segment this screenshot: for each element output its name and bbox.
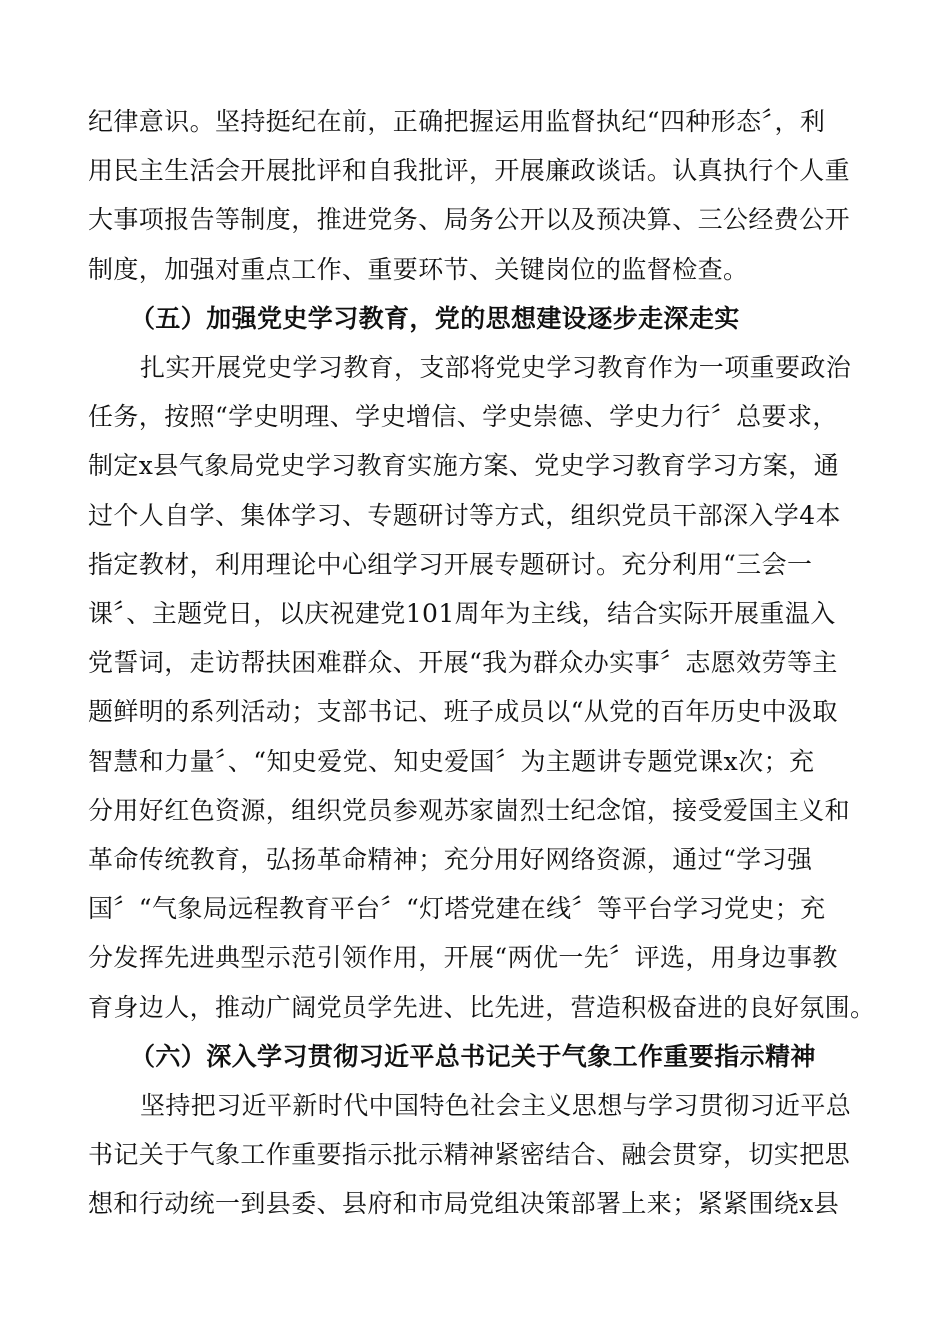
paragraph-line: 纪律意识。坚持挺纪在前，正确把握运用监督执纪“四种形态〞，利	[88, 107, 826, 136]
paragraph-line: 制度，加强对重点工作、重要环节、关键岗位的监督检查。	[88, 255, 749, 284]
paragraph-line: 大事项报告等制度，推进党务、局务公开以及预决算、三公经费公开	[88, 205, 851, 234]
paragraph-line: 育身边人，推动广阔党员学先进、比先进，营造积极奋进的良好氛围。	[88, 993, 876, 1022]
paragraph-line: 指定教材，利用理论中心组学习开展专题研讨。充分利用“三会一	[88, 550, 813, 579]
paragraph-line: 想和行动统一到县委、县府和市局党组决策部署上来；紧紧围绕x县	[88, 1189, 840, 1218]
paragraph-line: 扎实开展党史学习教育，支部将党史学习教育作为一项重要政治	[140, 353, 852, 382]
paragraph-line: 任务，按照“学史明理、学史增信、学史崇德、学史力行〞总要求，	[88, 402, 838, 431]
section-heading-5: （五）加强党史学习教育，党的思想建设逐步走深走实	[130, 304, 740, 333]
paragraph-line: 课〞、主题党日，以庆祝建党101周年为主线，结合实际开展重温入	[88, 599, 836, 628]
paragraph-line: 国〞“气象局远程教育平台〞“灯塔党建在线〞等平台学习党史；充	[88, 894, 826, 923]
paragraph-line: 智慧和力量〞、“知史爱党、知史爱国〞为主题讲专题党课x次；充	[88, 747, 815, 776]
paragraph-line: 党誓词，走访帮扶困难群众、开展“我为群众办实事〞志愿效劳等主	[88, 648, 838, 677]
section-heading-6: （六）深入学习贯彻习近平总书记关于气象工作重要指示精神	[130, 1042, 816, 1071]
paragraph-line: 题鲜明的系列活动；支部书记、班子成员以“从党的百年历史中汲取	[88, 697, 838, 726]
paragraph-line: 制定x县气象局党史学习教育实施方案、党史学习教育学习方案，通	[88, 451, 840, 480]
paragraph-line: 过个人自学、集体学习、专题研讨等方式，组织党员干部深入学4本	[88, 501, 841, 530]
paragraph-line: 书记关于气象工作重要指示批示精神紧密结合、融会贯穿，切实把思	[88, 1140, 851, 1169]
paragraph-line: 用民主生活会开展批评和自我批评，开展廉政谈话。认真执行个人重	[88, 156, 851, 185]
paragraph-line: 革命传统教育，弘扬革命精神；充分用好网络资源，通过“学习强	[88, 845, 813, 874]
paragraph-line: 分发挥先进典型示范引领作用，开展“两优一先〞评选，用身边事教	[88, 943, 838, 972]
paragraph-line: 分用好红色资源，组织党员参观苏家崮烈士纪念馆，接受爱国主义和	[88, 796, 851, 825]
paragraph-line: 坚持把习近平新时代中国特色社会主义思想与学习贯彻习近平总	[140, 1091, 852, 1120]
